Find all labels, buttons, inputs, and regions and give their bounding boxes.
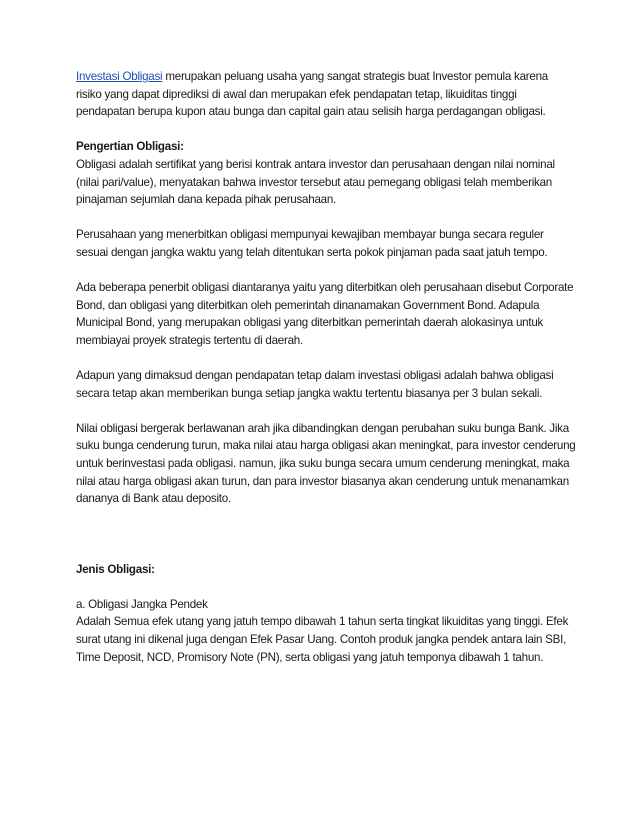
body-paragraph-3: Adapun yang dimaksud dengan pendapatan tetap dalam investasi obligasi adalah bahwa obligasi secara tetap akan memberikan bunga setiap jangka waktu tertentu biasanya per 3 bulan sekali. — [76, 369, 554, 400]
pengertian-heading: Pengertian Obligasi: — [76, 140, 184, 154]
body-paragraph-2: Ada beberapa penerbit obligasi diantaranya yaitu yang diterbitkan oleh perusahaan disebut Corporate Bond, dan obligasi yang diterbitkan oleh pemerintah dinanamakan Government Bond. Adapula Municipal Bond, yang merupakan obligasi yang diterbitkan pemerintah daerah alokasinya untuk membiayai proyek strategis tertentu di daerah. — [76, 281, 574, 347]
body-paragraph-4: Nilai obligasi bergerak berlawanan arah jika dibandingkan dengan perubahan suku bunga Bank. Jika suku bunga cenderung turun, maka nilai atau harga obligasi akan meningkat, para investor cenderung untuk berinvestasi pada obligasi. namun, jika suku bunga secara umum cenderung meningkat, maka nilai atau harga obligasi akan turun, dan para investor biasanya akan cenderung untuk menanamkan dananya di Bank atau deposito. — [76, 421, 576, 506]
intro-text: merupakan peluang usaha yang sangat strategis buat Investor pemula karena risiko yang dapat diprediksi di awal dan merupakan efek pendapatan tetap, likuiditas tinggi pendapatan berupa kupon atau bunga dan capital gain atau selisih harga perdagangan obligasi. — [76, 70, 548, 119]
body-paragraph-1: Perusahaan yang menerbitkan obligasi mempunyai kewajiban membayar bunga secara reguler sesuai dengan jangka waktu yang telah ditentukan serta pokok pinjaman pada saat jatuh tempo. — [76, 228, 548, 259]
pengertian-section — [76, 138, 576, 208]
jangka-pendek-text: Adalah Semua efek utang yang jatuh tempo dibawah 1 tahun serta tingkat likuiditas yang tinggi. Efek surat utang ini dikenal juga dengan Efek Pasar Uang. Contoh produk jangka pendek antara lain SBI, Time Deposit, NCD, Promisory Note (PN), serta obligasi yang jatuh temponya dibawah 1 tahun. — [76, 615, 569, 664]
document-page — [76, 68, 576, 684]
intro-paragraph — [76, 68, 576, 121]
pengertian-text: Obligasi adalah sertifikat yang berisi kontrak antara investor dan perusahaan dengan nilai nominal (nilai pari/value), menyatakan bahwa investor tersebut atau pemegang obligasi telah memberikan pinajaman sejumlah dana kepada pihak perusahaan. — [76, 157, 555, 207]
jangka-pendek-section — [76, 596, 576, 666]
jenis-heading: Jenis Obligasi: — [76, 562, 155, 576]
investasi-obligasi-link[interactable]: Investasi Obligasi — [76, 70, 163, 83]
jangka-pendek-subheading: a. Obligasi Jangka Pendek — [76, 597, 208, 611]
jenis-heading-paragraph — [76, 561, 576, 579]
